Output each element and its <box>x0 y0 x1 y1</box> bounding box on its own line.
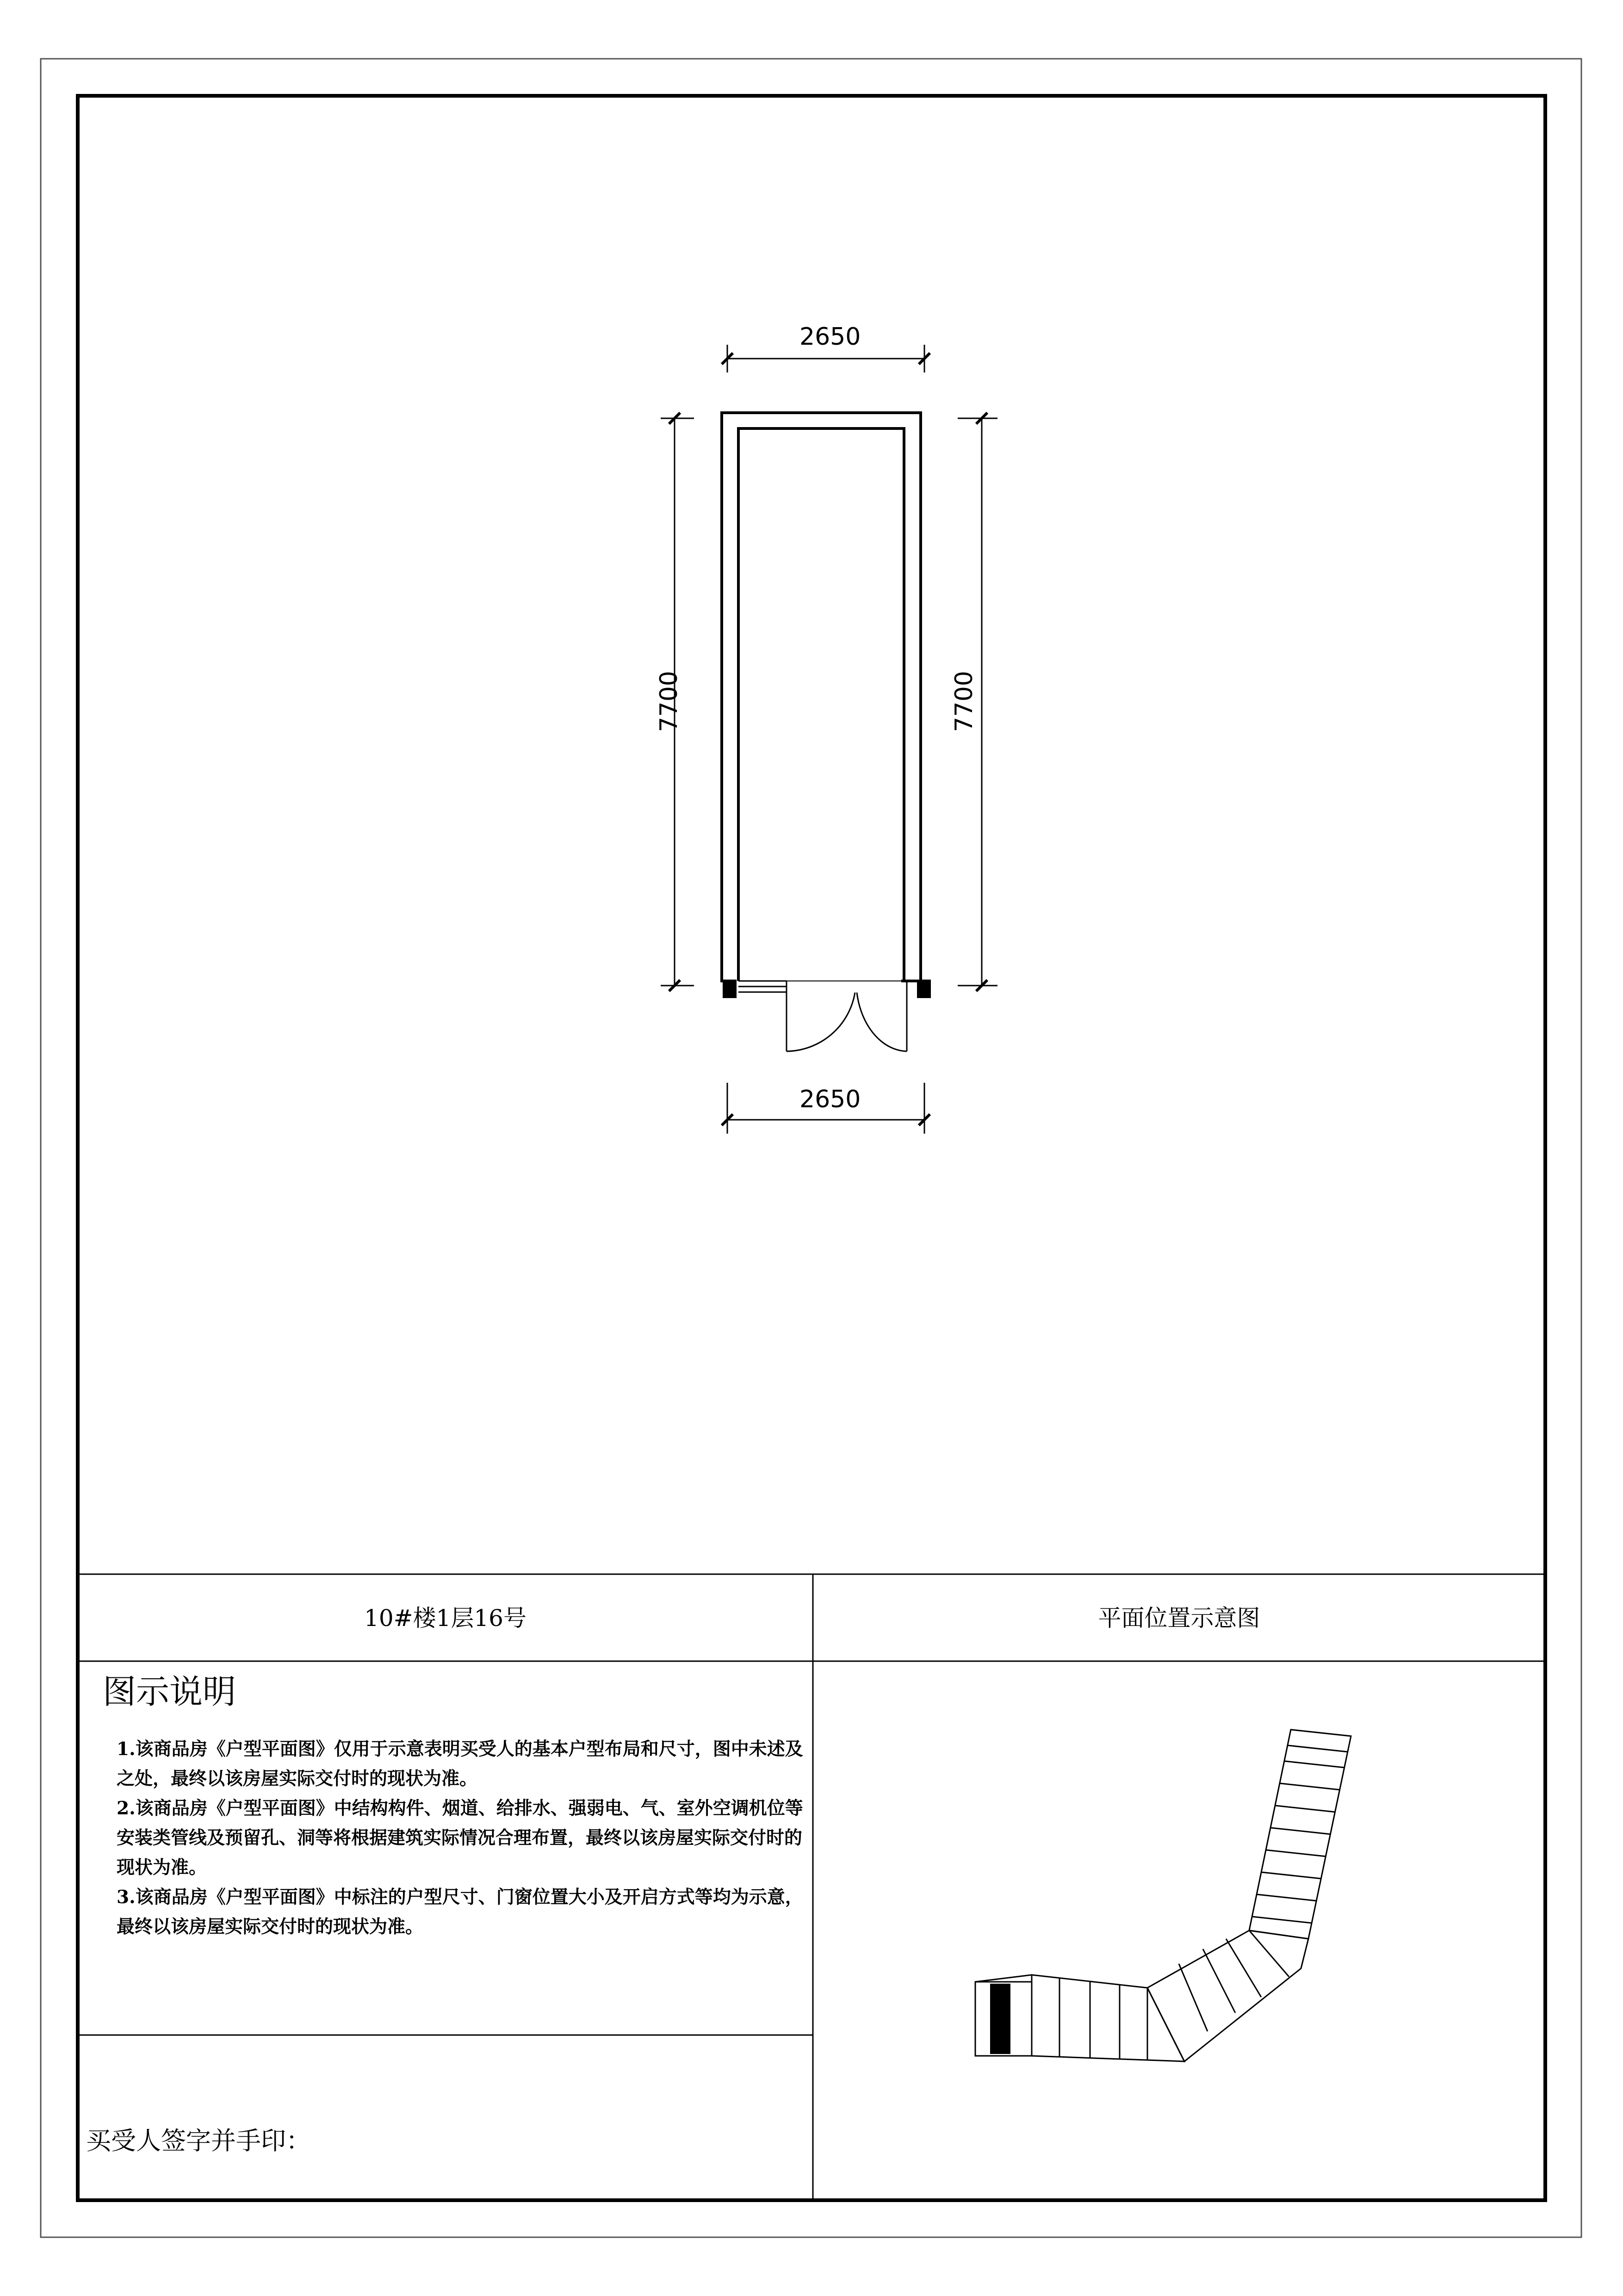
location-plan-title: 平面位置示意图 <box>1098 1605 1260 1632</box>
dim-bottom-label: 2650 <box>799 1086 861 1113</box>
wall-outer <box>722 413 921 981</box>
legend-heading: 图示说明 <box>103 1672 236 1711</box>
legend-note: 2.该商品房《户型平面图》中结构构件、烟道、给排水、强弱电、气、室外空调机位等安装类管线及预留孔、洞等将根据建筑实际情况合理布置，最终以该房屋实际交付时的现状为准。 <box>117 1798 803 1878</box>
unit-label: 10#楼1层16号 <box>364 1605 527 1632</box>
location-key-plan <box>975 1730 1351 2061</box>
unit-highlight <box>990 1984 1010 2054</box>
dimension-lines <box>661 345 997 1134</box>
dim-top-label: 2650 <box>799 323 861 351</box>
dim-right-label: 7700 <box>950 670 979 732</box>
column-right <box>917 980 931 998</box>
column-left <box>723 980 737 998</box>
wall-inner <box>738 428 904 981</box>
door-swing-left <box>787 993 855 1051</box>
buyer-signature-label: 买受人签字并手印： <box>86 2126 311 2155</box>
floor-plan <box>722 413 931 1051</box>
legend-notes <box>112 1734 806 1942</box>
dim-left-label: 7700 <box>655 670 683 732</box>
legend-note: 3.该商品房《户型平面图》中标注的户型尺寸、门窗位置大小及开启方式等均为示意，最终以该房屋实际交付时的现状为准。 <box>117 1886 803 1937</box>
legend-note: 1.该商品房《户型平面图》仅用于示意表明买受人的基本户型布局和尺寸，图中未述及之处，最终以该房屋实际交付时的现状为准。 <box>117 1738 803 1789</box>
door-swing-right <box>857 993 907 1051</box>
